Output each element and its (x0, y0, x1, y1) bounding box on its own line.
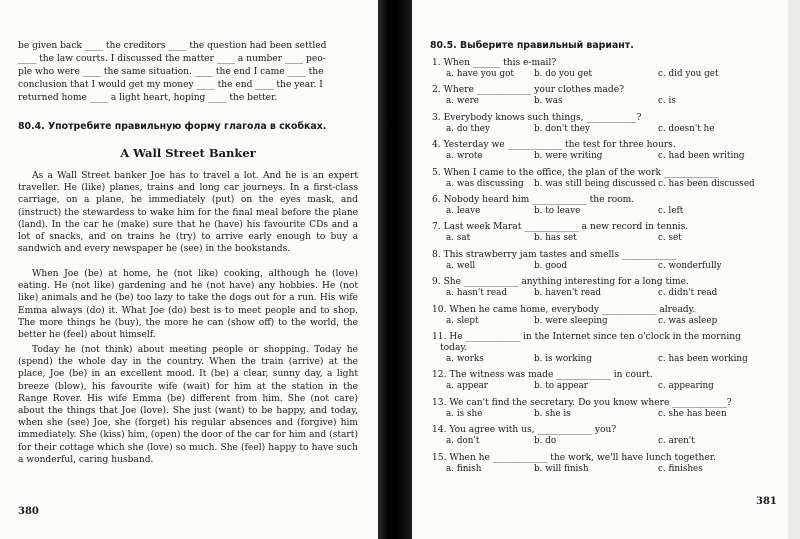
page-number-left: 380 (18, 506, 39, 517)
option-c[interactable]: c. finishes (658, 463, 703, 474)
option-a[interactable]: a. hasn't read (446, 288, 507, 299)
page-number-right: 381 (756, 496, 777, 507)
option-b[interactable]: b. were sleeping (534, 315, 608, 326)
question-8: 8. This strawberry jam tastes and smells ____________ (432, 249, 677, 260)
question-14: 14. You agree with us, ____________ you? (432, 425, 617, 436)
question-13: 13. We can't find the secretary. Do you know where ____________? (432, 397, 732, 408)
option-a[interactable]: a. is she (446, 408, 483, 419)
option-c[interactable]: c. set (658, 233, 682, 244)
question-2: 2. Where ____________ your clothes made? (432, 85, 624, 96)
option-c[interactable]: c. did you get (658, 69, 719, 79)
option-b[interactable]: b. haven't read (534, 288, 602, 299)
story-paragraph-2: When Joe (be) at home, he (not like) cooking, although he (love) eating. He (not like) gardening and he (not have) any hobbies. He (not like) animals and he (be) too lazy to take the dogs out for a run. His wife Emma always (do) it. What Joe (do) best is to meet people and to shop. The more things he (buy), the more he can (show off) to the world, the better he (feel) about himself. (18, 269, 358, 341)
option-a[interactable]: a. were (446, 96, 479, 107)
option-c[interactable]: c. doesn't he (658, 123, 715, 134)
book-gutter (378, 0, 412, 539)
option-b[interactable]: b. were writing (534, 151, 603, 162)
option-a[interactable]: a. works (446, 354, 484, 364)
option-a[interactable]: a. don't (446, 436, 480, 447)
option-c[interactable]: c. has been working (658, 354, 748, 364)
option-a[interactable]: a. was discussing (446, 178, 524, 189)
option-b[interactable]: b. to leave (534, 206, 581, 216)
question-15: 15. When he ____________ the work, we'll have lunch together. (432, 452, 716, 463)
option-c[interactable]: c. is (658, 96, 676, 107)
option-c[interactable]: c. wonderfully (658, 260, 722, 271)
option-a[interactable]: a. well (446, 260, 476, 271)
question-10: 10. When he came home, everybody ____________ already. (432, 304, 696, 315)
option-c[interactable]: c. appearing (658, 381, 714, 392)
option-b[interactable]: b. do you get (534, 69, 593, 79)
question-5: 5. When I came to the office, the plan of the work ____________ (432, 167, 719, 178)
question-3: 3. Everybody knows such things, ___________? (432, 112, 642, 123)
option-a[interactable]: a. wrote (446, 151, 483, 162)
exercise-heading-80-4: 80.4. Употребите правильную форму глагола в скобках. (18, 121, 327, 132)
intro-line-4: conclusion that I would get my money ____ the end ____ the year. I (18, 80, 323, 90)
option-a[interactable]: a. have you got (446, 69, 514, 79)
option-c[interactable]: c. she has been (658, 408, 727, 419)
intro-line-3: ple who were ____ the same situation. ____ the end I came ____ the (18, 67, 324, 77)
option-b[interactable]: b. she is (534, 408, 571, 419)
story-paragraph-3: Today he (not think) about meeting people or shopping. Today he (spend) the whole day in the country. When the train (arrive) at the place, Joe (be) in an excellent mood. It (be) a clear, sunny day, a light breeze (blow), his favourite wife (wait) for him at the station in the Range Rover. His wife Emma (be) different from him. She (not care) about the things that Joe (love). She just (want) to be happy, and today, when she (see) Joe, she (forget) his regular absences and (forgive) him immediately. She (kiss) him, (open) the door of the car for him and (start) for their cottage which she (love) so much. She (feel) happy to have such a wonderful, caring husband. (18, 345, 358, 465)
option-a[interactable]: a. finish (446, 463, 482, 474)
option-b[interactable]: b. was still being discussed (534, 178, 656, 189)
question-11: 11. He ____________ in the Internet since ten o'clock in the morning (432, 332, 741, 342)
option-b[interactable]: b. will finish (534, 463, 589, 474)
story-title: A Wall Street Banker (120, 146, 256, 160)
page-edge (788, 0, 800, 539)
option-c[interactable]: c. left (658, 206, 684, 216)
story-paragraph-1: As a Wall Street banker Joe has to travel a lot. And he is an expert traveller. He (like) planes, trains and long car journeys. In a first-class carriage, on a plane, he immediately (put) on the eyes mask, and (instruct) the stewardess to wake him for the final meal before the plane (land). In the car he (make) sure that he (have) his favourite CDs and a lot of snacks, and on trains he (try) to arrive early enough to buy a sandwich and every newspaper he (see) in the bookstands. (18, 171, 358, 255)
option-a[interactable]: a. appear (446, 381, 488, 392)
option-a[interactable]: a. leave (446, 206, 481, 216)
question-11-continuation: today. (440, 343, 468, 353)
option-b[interactable]: b. to appear (534, 381, 589, 392)
option-c[interactable]: c. was asleep (658, 315, 718, 326)
option-a[interactable]: a. sat (446, 233, 471, 244)
question-6: 6. Nobody heard him ____________ the room. (432, 195, 635, 205)
option-c[interactable]: c. didn't read (658, 288, 718, 299)
option-c[interactable]: c. has been discussed (658, 178, 755, 189)
option-b[interactable]: b. good (534, 260, 568, 271)
option-b[interactable]: b. do (534, 436, 557, 447)
question-7: 7. Last week Marat ____________ a new record in tennis. (432, 222, 689, 233)
question-1: 1. When ______ this e-mail? (432, 58, 557, 68)
question-4: 4. Yesterday we ____________ the test for three hours. (432, 140, 676, 151)
intro-line-2: ____ the law courts. I discussed the matter ____ a number ____ peo- (18, 54, 326, 64)
question-12: 12. The witness was made ____________ in court. (432, 370, 653, 381)
option-a[interactable]: a. slept (446, 315, 479, 326)
left-page (0, 0, 378, 539)
intro-line-1: be given back ____ the creditors ____ the question had been settled (18, 41, 327, 51)
question-9: 9. She ____________ anything interesting for a long time. (432, 277, 689, 288)
option-c[interactable]: c. had been writing (658, 151, 745, 162)
option-a[interactable]: a. do they (446, 123, 490, 134)
exercise-heading-80-5: 80.5. Выберите правильный вариант. (430, 40, 634, 51)
option-b[interactable]: b. don't they (534, 123, 590, 134)
option-b[interactable]: b. has set (534, 233, 577, 244)
option-b[interactable]: b. was (534, 96, 563, 107)
intro-line-5: returned home ____ a light heart, hoping ____ the better. (18, 93, 278, 103)
right-page (412, 0, 788, 539)
option-b[interactable]: b. is working (534, 354, 592, 364)
option-c[interactable]: c. aren't (658, 436, 695, 447)
